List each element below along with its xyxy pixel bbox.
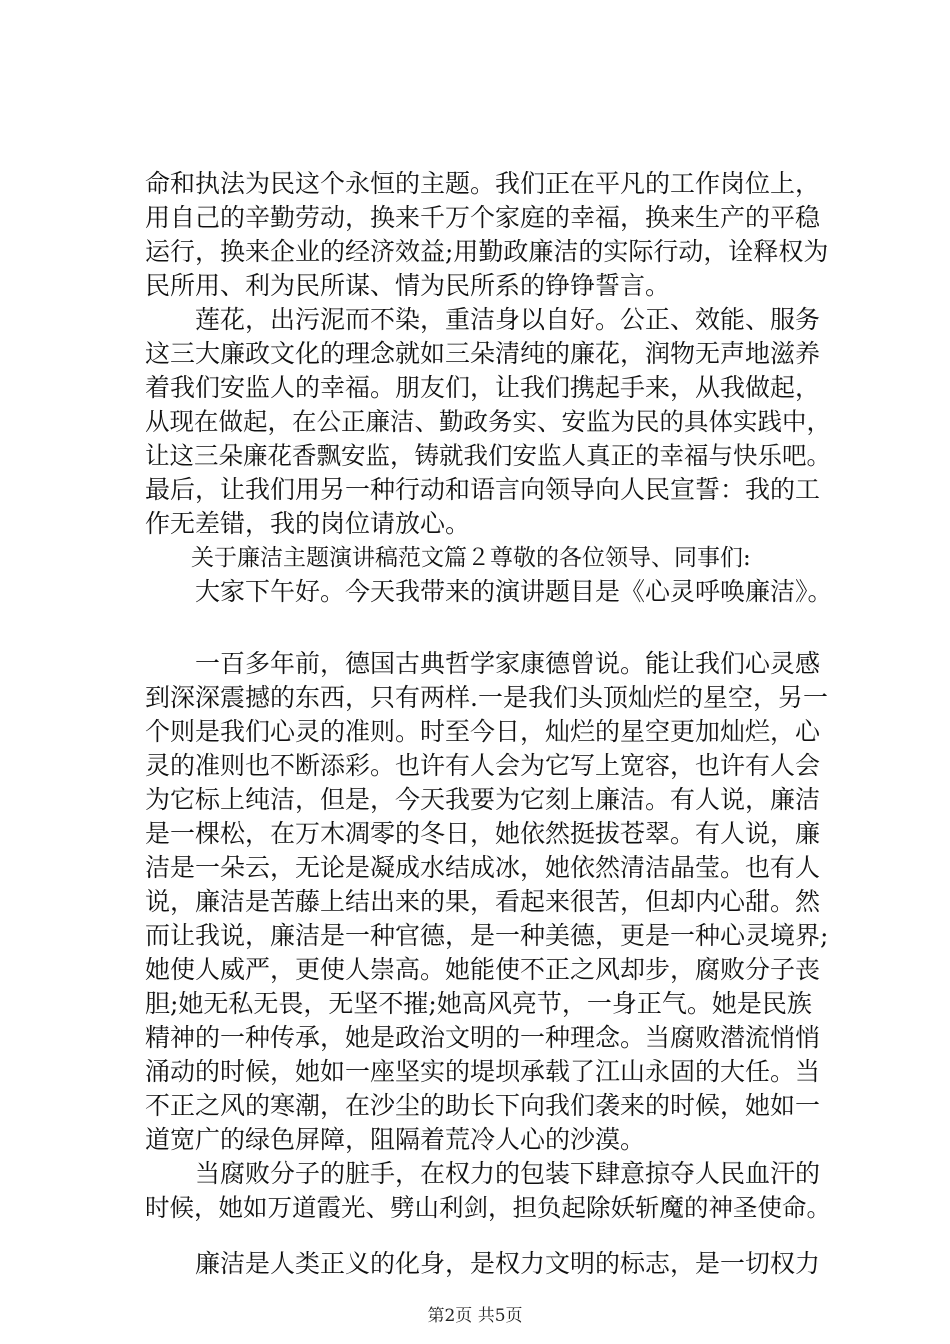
text-line: 当腐败分子的脏手，在权力的包装下肆意掠夺人民血汗的 bbox=[145, 1159, 821, 1188]
text-line: 一百多年前，德国古典哲学家康德曾说。能让我们心灵感 bbox=[145, 649, 821, 678]
text-line: 道宽广的绿色屏障，阻隔着荒冷人心的沙漠。 bbox=[145, 1125, 646, 1154]
text-line: 而让我说，廉洁是一种官德，是一种美德，更是一种心灵境界; bbox=[145, 921, 829, 950]
text-line: 着我们安监人的幸福。朋友们，让我们携起手来，从我做起， bbox=[145, 373, 821, 402]
text-line: 是一棵松，在万木凋零的冬日，她依然挺拔苍翠。有人说，廉 bbox=[145, 819, 821, 848]
text-line: 她使人威严，更使人崇高。她能使不正之风却步，腐败分子丧 bbox=[145, 955, 821, 984]
text-line: 廉洁是人类正义的化身，是权力文明的标志，是一切权力 bbox=[145, 1249, 821, 1278]
text-line: 民所用、利为民所谋、情为民所系的铮铮誓言。 bbox=[145, 271, 671, 300]
text-line: 大家下午好。今天我带来的演讲题目是《心灵呼唤廉洁》。 bbox=[145, 577, 833, 606]
text-line: 涌动的时候，她如一座坚实的堤坝承载了江山永固的大任。当 bbox=[145, 1057, 821, 1086]
text-line: 胆;她无私无畏，无坚不摧;她高风亮节，一身正气。她是民族 bbox=[145, 989, 812, 1018]
text-line: 洁是一朵云，无论是凝成水结成冰，她依然清洁晶莹。也有人 bbox=[145, 853, 821, 882]
text-line: 时候，她如万道霞光、劈山利剑，担负起除妖斩魔的神圣使命。 bbox=[145, 1193, 831, 1222]
text-line: 精神的一种传承，她是政治文明的一种理念。当腐败潜流悄悄 bbox=[145, 1023, 821, 1052]
text-line: 为它标上纯洁，但是，今天我要为它刻上廉洁。有人说，廉洁 bbox=[145, 785, 821, 814]
text-line: 命和执法为民这个永恒的主题。我们正在平凡的工作岗位上， bbox=[145, 169, 821, 198]
text-line: 让这三朵廉花香飘安监，铸就我们安监人真正的幸福与快乐吧。 bbox=[145, 441, 831, 470]
text-line: 运行，换来企业的经济效益;用勤政廉洁的实际行动，诠释权为 bbox=[145, 237, 829, 266]
text-line: 作无差错，我的岗位请放心。 bbox=[145, 509, 471, 538]
text-line: 最后，让我们用另一种行动和语言向领导向人民宣誓：我的工 bbox=[145, 475, 821, 504]
text-line: 灵的准则也不断添彩。也许有人会为它写上宽容，也许有人会 bbox=[145, 751, 821, 780]
text-line: 用自己的辛勤劳动，换来千万个家庭的幸福，换来生产的平稳 bbox=[145, 203, 821, 232]
text-line: 到深深震撼的东西，只有两样.一是我们头顶灿烂的星空，另一 bbox=[145, 683, 828, 712]
page-footer: 第2页 共5页 bbox=[427, 1306, 523, 1326]
text-line: 不正之风的寒潮，在沙尘的助长下向我们袭来的时候，她如一 bbox=[145, 1091, 821, 1120]
text-line: 这三大廉政文化的理念就如三朵清纯的廉花，润物无声地滋养 bbox=[145, 339, 821, 368]
section-heading: 关于廉洁主题演讲稿范文篇２尊敬的各位领导、同事们: bbox=[145, 545, 751, 571]
text-line: 从现在做起，在公正廉洁、勤政务实、安监为民的具体实践中， bbox=[145, 407, 831, 436]
text-line: 莲花，出污泥而不染，重洁身以自好。公正、效能、服务 bbox=[145, 305, 821, 334]
text-line: 说，廉洁是苦藤上结出来的果，看起来很苦，但却内心甜。然 bbox=[145, 887, 821, 916]
text-line: 个则是我们心灵的准则。时至今日，灿烂的星空更加灿烂，心 bbox=[145, 717, 821, 746]
